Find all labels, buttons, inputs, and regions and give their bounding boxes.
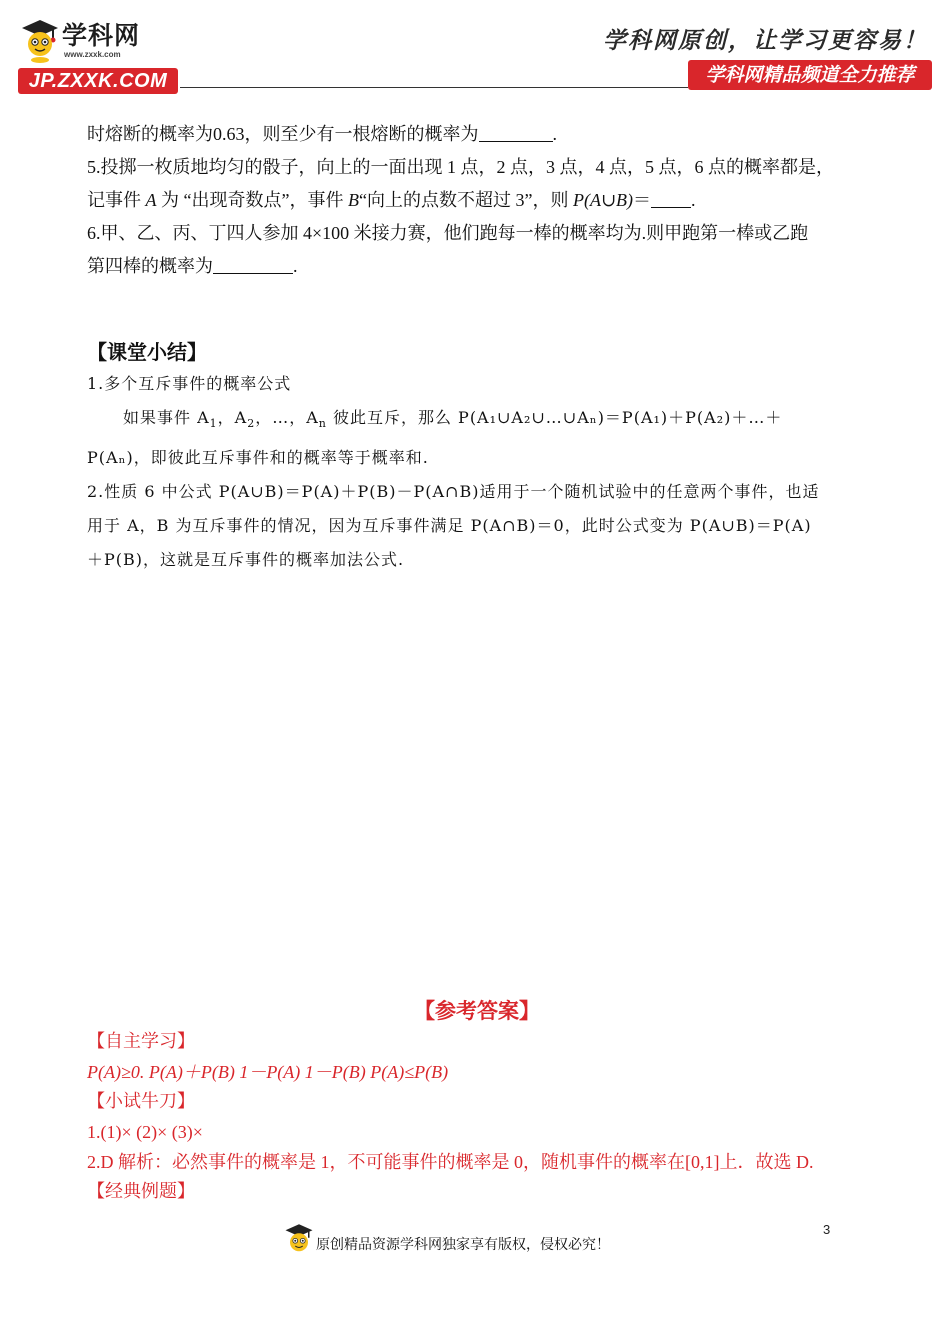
question-5-line-2: 记事件 A 为 “出现奇数点”，事件 B“向上的点数不超过 3”，则 P(A∪B)＝ . (87, 190, 696, 210)
question-4-tail: 时熔断的概率为0.63，则至少有一根熔断的概率为 . (87, 124, 557, 144)
answers-self-study-heading: 【自主学习】 (87, 1031, 195, 1052)
answer-blank (651, 189, 691, 208)
summary-item-1-body: 如果事件 $A_1$，$A_2$，…，$A_n$ 彼此互斥，那么 P(A₁∪A₂∪…∪Aₙ)＝P(A₁)＋P(A₂)＋…＋ (123, 408, 783, 431)
answer-blank (213, 255, 293, 274)
question-5-line-1: 5.投掷一枚质地均匀的骰子，向上的一面出现 1 点，2 点，3 点，4 点，5 点，6 点的概率都是， (87, 157, 834, 177)
copyright-notice: 原创精品资源学科网独家享有版权，侵权必究！ (316, 1237, 610, 1253)
answer-blank (479, 123, 553, 142)
summary-item-1-body-cont: P(Aₙ)，即彼此互斥事件和的概率等于概率和. (87, 448, 429, 468)
header-slogan: 学科网原创，让学习更容易！ (603, 27, 928, 54)
domain-banner: JP.ZXXK.COM (18, 68, 178, 94)
answers-title: 【参考答案】 (414, 998, 540, 1023)
answers-examples-heading: 【经典例题】 (87, 1181, 195, 1202)
summary-item-1-title: 1.多个互斥事件的概率公式 (87, 374, 292, 393)
mascot-graduate-icon (20, 18, 60, 64)
page-number: 3 (823, 1222, 831, 1237)
answers-trial-heading: 【小试牛刀】 (87, 1091, 195, 1112)
summary-item-2-line-2: 用于 A，B 为互斥事件的情况，因为互斥事件满足 P(A∩B)＝0，此时公式变为 P(A∪B)＝P(A) (87, 516, 812, 536)
summary-item-2-line-3: ＋P(B)，这就是互斥事件的概率加法公式. (87, 550, 405, 570)
mascot-graduate-icon (284, 1222, 314, 1258)
answers-section (87, 995, 867, 1207)
summary-item-2-line-1: 2.性质 6 中公式 P(A∪B)＝P(A)＋P(B)－P(A∩B)适用于一个随机试验中的任意两个事件，也适 (87, 482, 820, 502)
document-body (87, 118, 867, 577)
answers-self-study-line: P(A)≥0. P(A)＋P(B) 1－P(A) 1－P(B) P(A)≤P(B) (87, 1062, 449, 1082)
answers-trial-line-1: 1.(1)× (2)× (3)× (87, 1122, 203, 1142)
brand-url: www.zxxk.com (64, 50, 121, 59)
question-6-line-1: 6.甲、乙、丙、丁四人参加 4×100 米接力赛，他们跑每一棒的概率均为.则甲跑第一棒或乙跑 (87, 223, 809, 243)
header-divider (180, 87, 688, 88)
channel-banner: 学科网精品频道全力推荐 (688, 60, 932, 90)
question-6-line-2: 第四棒的概率为 . (87, 256, 298, 276)
answers-trial-line-2: 2.D 解析：必然事件的概率是 1，不可能事件的概率是 0，随机事件的概率在[0,1]上．故选 D. (87, 1152, 814, 1172)
brand-name: 学科网 (62, 22, 141, 50)
site-logo[interactable] (16, 16, 180, 96)
summary-title: 【课堂小结】 (87, 340, 207, 364)
